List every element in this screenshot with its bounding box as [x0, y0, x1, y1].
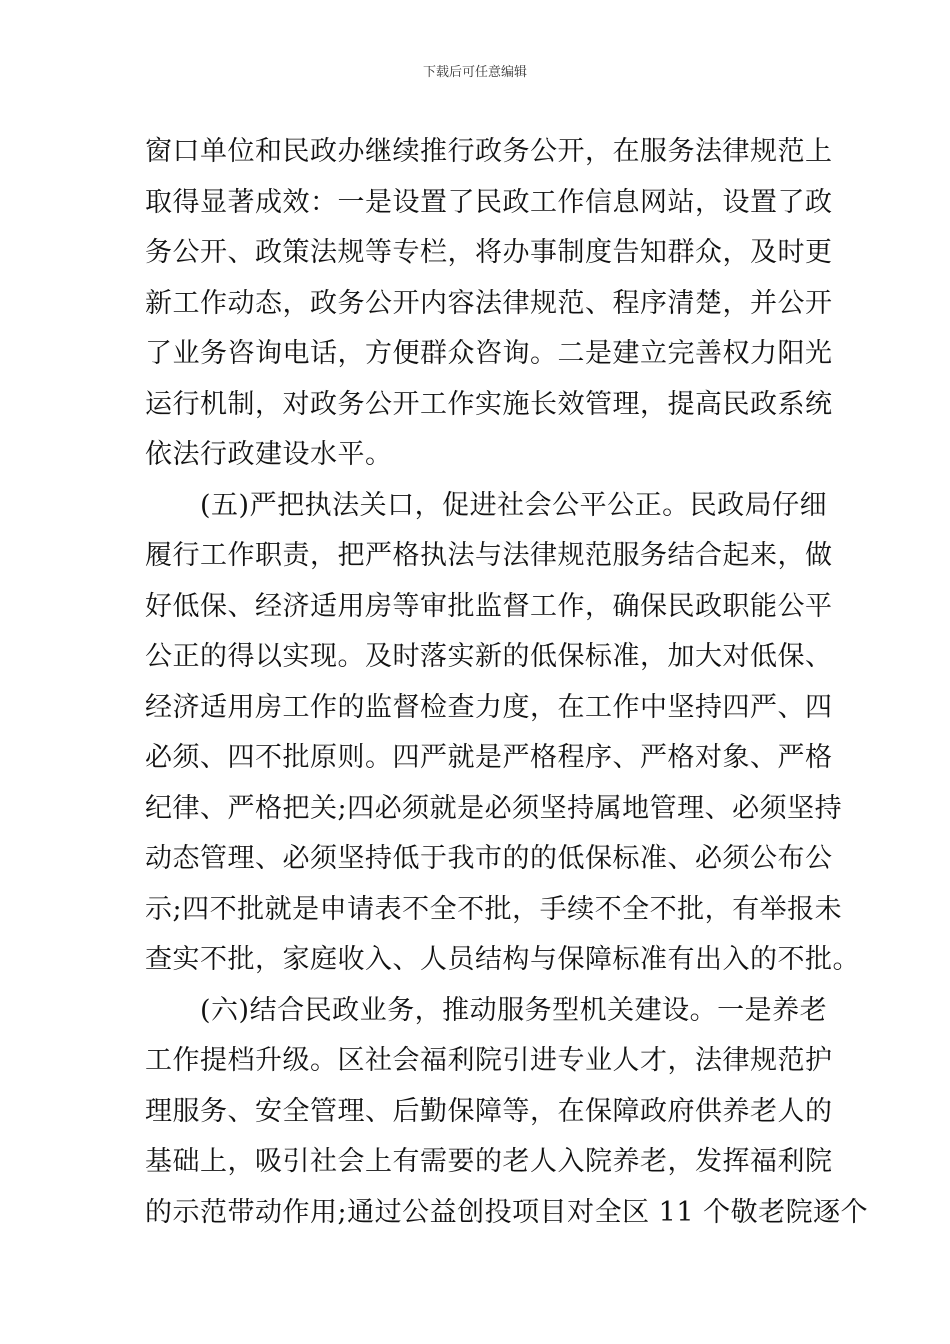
text-line: 务公开、政策法规等专栏，将办事制度告知群众，及时更	[145, 237, 833, 268]
text-line: 查实不批，家庭收入、人员结构与保障标准有出入的不批。	[145, 944, 860, 975]
text-line: 依法行政建设水平。	[145, 439, 393, 470]
text-line: 公正的得以实现。及时落实新的低保标准，加大对低保、	[145, 641, 833, 672]
paragraph-six-first-line: (六)结合民政业务，推动服务型机关建设。一是养老	[145, 994, 828, 1026]
text-line: 必须、四不批原则。四严就是严格程序、严格对象、严格	[145, 742, 833, 773]
text-line: 经济适用房工作的监督检查力度，在工作中坚持四严、四	[145, 691, 833, 723]
text-line: 纪律、严格把关;四必须就是必须坚持属地管理、必须坚持	[145, 792, 843, 824]
text-line: 取得显著成效：一是设置了民政工作信息网站，设置了政	[145, 186, 833, 218]
text-line: 工作提档升级。区社会福利院引进专业人才，法律规范护	[145, 1045, 833, 1076]
text-line: 运行机制，对政务公开工作实施长效管理，提高民政系统	[145, 388, 833, 420]
text-line: 好低保、经济适用房等审批监督工作，确保民政职能公平	[145, 590, 833, 622]
text-line: 示;四不批就是申请表不全不批，手续不全不批，有举报未	[145, 893, 843, 925]
paragraph-five-first-line: (五)严把执法关口，促进社会公平公正。民政局仔细	[145, 489, 828, 521]
text-line: 了业务咨询电话，方便群众咨询。二是建立完善权力阳光	[145, 338, 833, 369]
text-line: 基础上，吸引社会上有需要的老人入院养老，发挥福利院	[145, 1146, 833, 1177]
text-line: 理服务、安全管理、后勤保障等，在保障政府供养老人的	[145, 1095, 833, 1127]
text-line: 新工作动态，政务公开内容法律规范、程序清楚，并公开	[145, 287, 833, 319]
text-line: 履行工作职责，把严格执法与法律规范服务结合起来，做	[145, 540, 833, 571]
text-line: 动态管理、必须坚持低于我市的的低保标准、必须公布公	[145, 843, 833, 874]
text-line: 窗口单位和民政办继续推行政务公开，在服务法律规范上	[145, 136, 833, 167]
text-line: 的示范带动作用;通过公益创投项目对全区 11 个敬老院逐个	[145, 1196, 869, 1228]
page-header-note: 下载后可任意编辑	[422, 65, 527, 80]
document-body	[145, 127, 869, 1238]
